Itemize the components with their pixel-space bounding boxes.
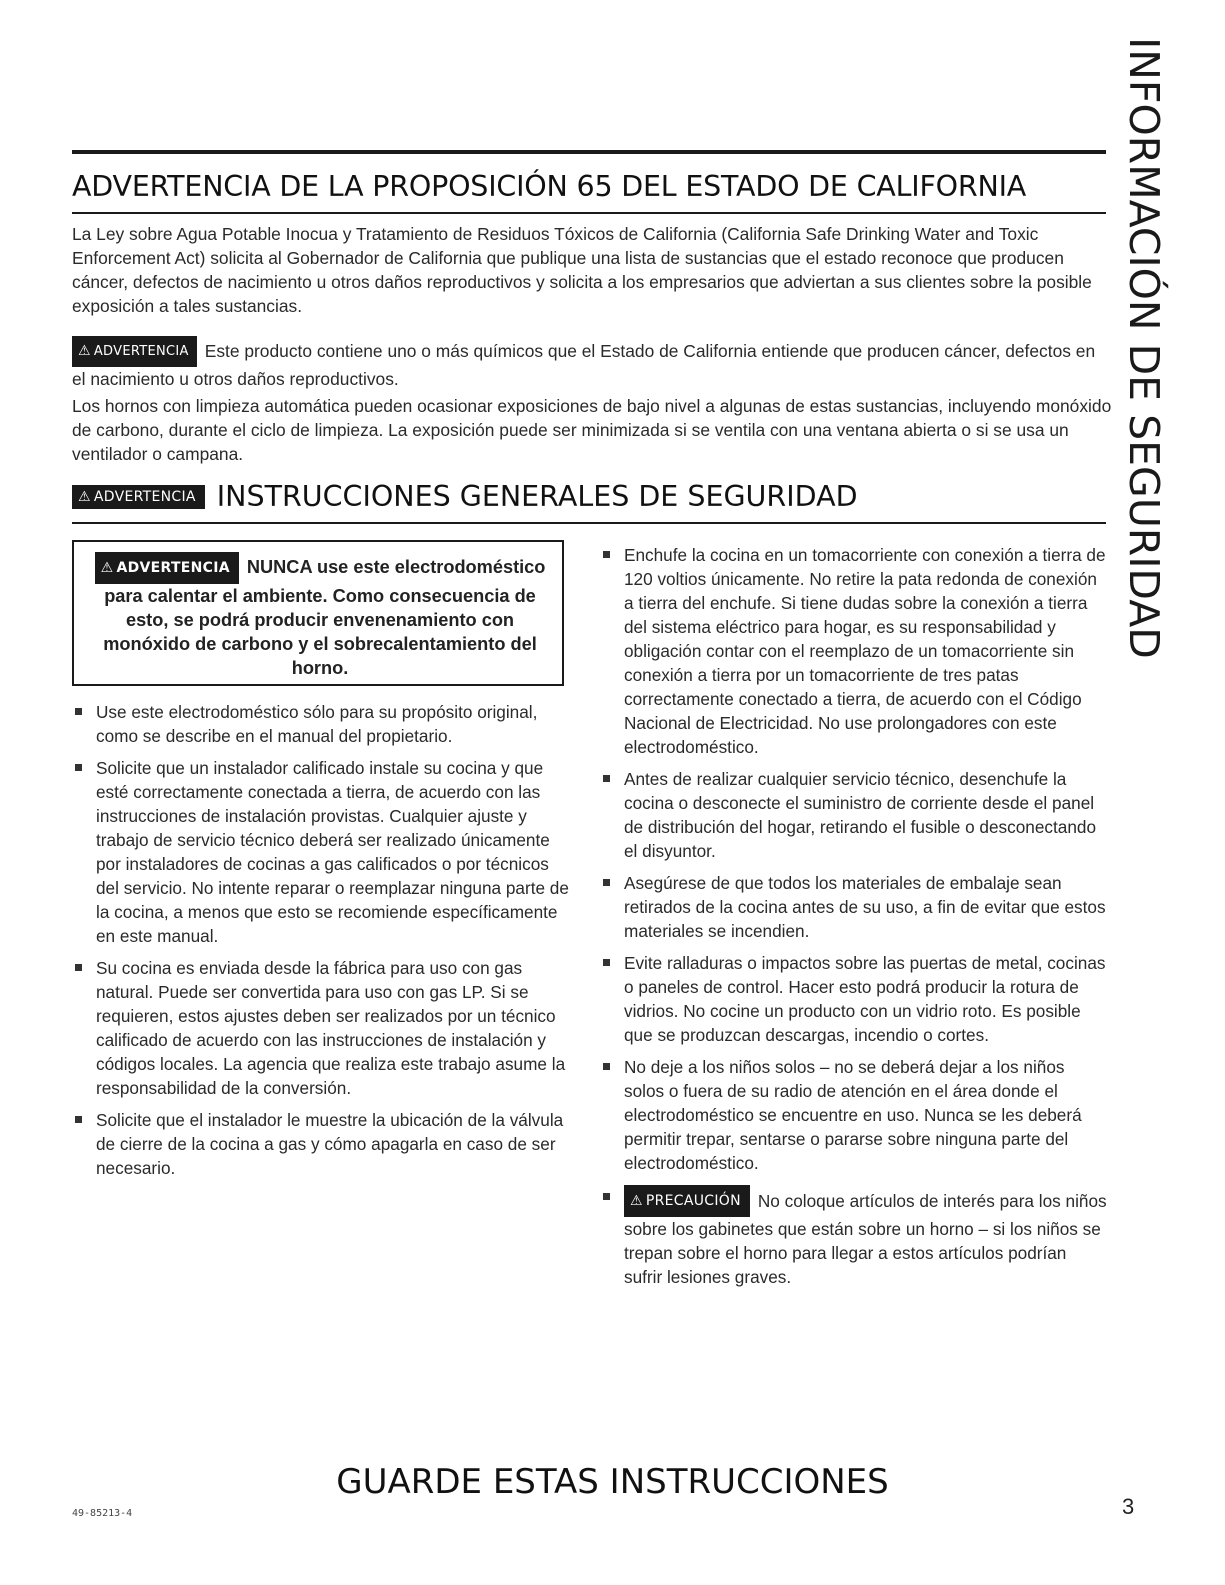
list-item: Su cocina es enviada desde la fábrica para uso con gas natural. Puede ser convertida para uso con gas LP. Si se requieren, estos ajustes deben ser realizados por un técnico calificado de acuerdo con las instrucciones de instalación y códigos locales. La agencia que realiza este trabajo asume la responsabilidad de la conversión. <box>72 956 572 1100</box>
heading-warning-badge <box>72 485 205 509</box>
warnbox-content <box>88 552 552 680</box>
list-item: Use este electrodoméstico sólo para su propósito original, como se describe en el manual del propietario. <box>72 700 572 748</box>
sidebar-title: INFORMACIÓN DE SEGURIDAD <box>1120 36 1168 659</box>
list-item: Solicite que un instalador calificado instale su cocina y que esté correctamente conectada a tierra, de acuerdo con las instrucciones de instalación provistas. Cualquier ajuste y trabajo de servicio técnico deberá ser realizado únicamente por instaladores de cocinas a gas calificados o por técnicos del servicio. No intente reparar o reemplazar ninguna parte de la cocina, a menos que esto se recomiende específicamente en este manual. <box>72 756 572 948</box>
heading-badge-label: ADVERTENCIA <box>93 489 196 505</box>
list-item: No deje a los niños solos – no se deberá dejar a los niños solos o fuera de su radio de atención en el área donde el electrodoméstico se encuentre en uso. Nunca se les deberá permitir trepar, sentarse o pararse sobre ninguna parte del electrodoméstico. <box>600 1055 1108 1175</box>
list-item: Antes de realizar cualquier servicio técnico, desenchufe la cocina o desconecte el suministro de corriente desde el panel de distribución del hogar, retirando el fusible o desconectando el disyuntor. <box>600 767 1108 863</box>
ovens-paragraph: Los hornos con limpieza automática pueden ocasionar exposiciones de bajo nivel a algunas de estas sustancias, incluyendo monóxido de carbono, durante el ciclo de limpieza. La exposición puede ser minimizada si se ventila con una ventana abierta o si se usa un ventilador o campana. <box>72 396 1112 464</box>
heading-underline <box>72 522 1106 524</box>
left-bullet-list <box>72 700 572 1188</box>
warning-badge <box>72 336 197 367</box>
box-badge-label: ADVERTENCIA <box>116 560 230 576</box>
general-safety-title: INSTRUCCIONES GENERALES DE SEGURIDAD <box>216 480 858 513</box>
warning-triangle-icon: ⚠ <box>100 560 114 576</box>
caution-item <box>600 1185 1108 1289</box>
warning-text: Este producto contiene uno o más químicos que el Estado de California entiende que producen cáncer, defectos en el nacimiento u otros daños reproductivos. <box>72 341 1096 389</box>
list-item: Solicite que el instalador le muestre la ubicación de la válvula de cierre de la cocina a gas y cómo apagarla en caso de ser necesario. <box>72 1108 572 1180</box>
prop65-title: ADVERTENCIA DE LA PROPOSICIÓN 65 DEL ESTADO DE CALIFORNIA <box>72 170 1027 203</box>
page-number: 3 <box>1122 1494 1135 1519</box>
list-item: Evite ralladuras o impactos sobre las puertas de metal, cocinas o paneles de control. Hacer esto podrá producir la rotura de vidrios. No cocine un producto con un vidrio roto. Es posible que se produzcan descargas, incendio o cortes. <box>600 951 1108 1047</box>
warnbox-text: NUNCA use este electrodoméstico para calentar el ambiente. Como consecuencia de esto, se podrá producir envenenamiento con monóxido de carbono y el sobrecalentamiento del horno. <box>103 557 546 678</box>
box-warning-badge <box>95 552 239 584</box>
warning-triangle-icon: ⚠ <box>78 343 91 359</box>
caution-badge <box>624 1185 750 1217</box>
list-item: Enchufe la cocina en un tomacorriente con conexión a tierra de 120 voltios únicamente. No retire la pata redonda de conexión a tierra del enchufe. Si tiene dudas sobre la conexión a tierra del sistema eléctrico para hogar, es su responsabilidad y obligación contar con el reemplazo de un tomacorriente sin conexión a tierra por un tomacorriente de tres patas correctamente conectado a tierra, de acuerdo con el Código Nacional de Electricidad. No use prolongadores con este electrodoméstico. <box>600 543 1108 759</box>
prop65-warning <box>72 336 1112 391</box>
prop65-intro: La Ley sobre Agua Potable Inocua y Tratamiento de Residuos Tóxicos de California (California Safe Drinking Water and Toxic Enforcement Act) solicita al Gobernador de California que publique una lista de sustancias que el estado reconoce que producen cáncer, defectos de nacimiento u otros daños reproductivos y solicita a los empresarios que adviertan a sus clientes sobre la posible exposición a tales sustancias. <box>72 224 1092 316</box>
title-underline <box>72 212 1106 214</box>
top-rule <box>72 150 1106 154</box>
general-safety-heading <box>72 480 1112 513</box>
footer-title: GUARDE ESTAS INSTRUCCIONES <box>336 1462 889 1502</box>
caution-text: No coloque artículos de interés para los niños sobre los gabinetes que están sobre un horno – si los niños se trepan sobre el horno para llegar a estos artículos podrían sufrir lesiones graves. <box>624 1191 1107 1287</box>
document-number: 49-85213-4 <box>72 1508 133 1519</box>
list-item: Asegúrese de que todos los materiales de embalaje sean retirados de la cocina antes de su uso, a fin de evitar que estos materiales se incendien. <box>600 871 1108 943</box>
caution-badge-label: PRECAUCIÓN <box>645 1193 741 1209</box>
right-bullet-list <box>600 543 1108 1297</box>
warning-badge-label: ADVERTENCIA <box>93 344 189 359</box>
warning-triangle-icon: ⚠ <box>630 1193 643 1209</box>
heater-warning-box <box>72 540 564 686</box>
warning-triangle-icon: ⚠ <box>78 489 91 505</box>
section-sidebar-tab <box>1120 36 1168 659</box>
